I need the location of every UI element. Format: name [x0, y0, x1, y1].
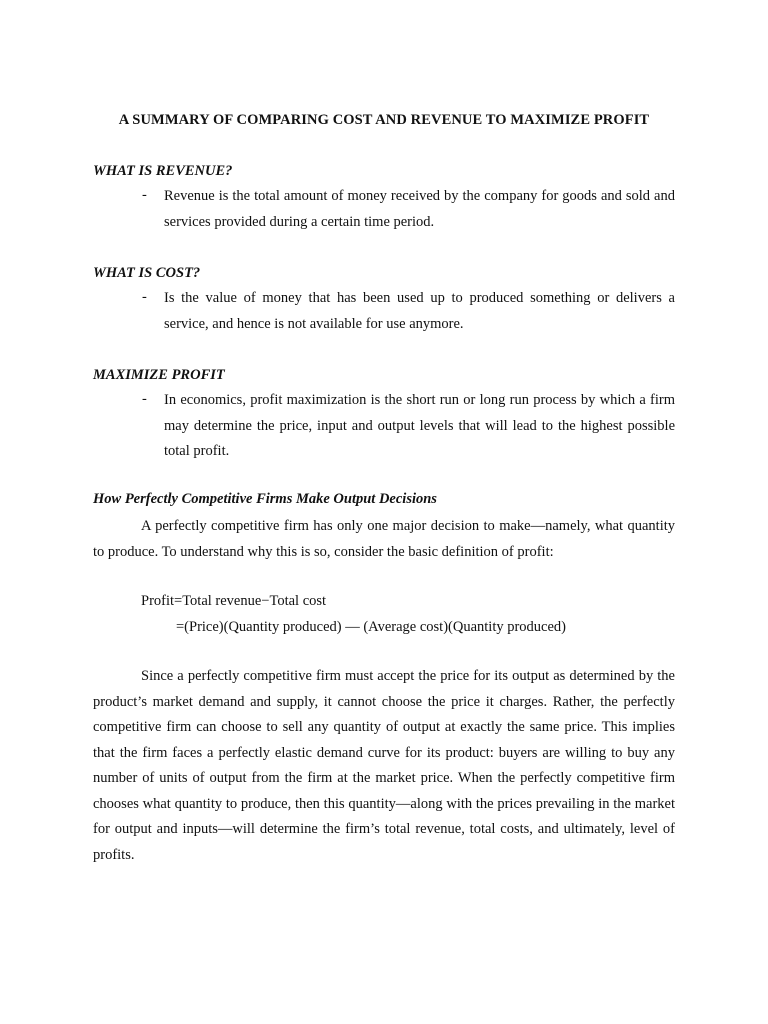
- profit-formula-line-1: Profit=Total revenue−Total cost: [141, 593, 327, 609]
- body-paragraph: Since a perfectly competitive firm must accept the price for its output as determined by the product’s market demand and supply, it cannot choose the price it charges. Rather, the perfectly competitive firm can choose to sell any quantity of output at exactly the same price. This implies that the firm faces a perfectly elastic demand curve for its product: buyers are willing to buy any number of units of output from the firm at the market price. When the perfectly competitive firm chooses what quantity to produce, then this quantity—along with the prices prevailing in the market for output and inputs—will determine the firm’s total revenue, total costs, and ultimately, level of profits.: [93, 668, 675, 863]
- revenue-definition: Revenue is the total amount of money received by the company for goods and sold and services provided during a certain time period.: [164, 188, 675, 230]
- bullet-dash: -: [142, 289, 147, 305]
- subsection-heading: How Perfectly Competitive Firms Make Output Decisions: [93, 491, 437, 507]
- heading-maximize-profit: MAXIMIZE PROFIT: [93, 367, 225, 383]
- profit-maximization-definition: In economics, profit maximization is the short run or long run process by which a firm may determine the price, input and output levels that will lead to the highest possible total profit.: [164, 392, 675, 459]
- bullet-dash: -: [142, 391, 147, 407]
- heading-what-is-cost: WHAT IS COST?: [93, 265, 201, 281]
- document-title: A SUMMARY OF COMPARING COST AND REVENUE TO MAXIMIZE PROFIT: [118, 112, 650, 128]
- intro-paragraph: A perfectly competitive firm has only one major decision to make—namely, what quantity to produce. To understand why this is so, consider the basic definition of profit:: [93, 518, 675, 560]
- profit-formula-line-2: =(Price)(Quantity produced) — (Average cost)(Quantity produced): [176, 619, 566, 635]
- bullet-dash: -: [142, 187, 147, 203]
- cost-definition: Is the value of money that has been used up to produced something or delivers a service, and hence is not available for use anymore.: [164, 290, 675, 332]
- heading-what-is-revenue: WHAT IS REVENUE?: [93, 163, 233, 179]
